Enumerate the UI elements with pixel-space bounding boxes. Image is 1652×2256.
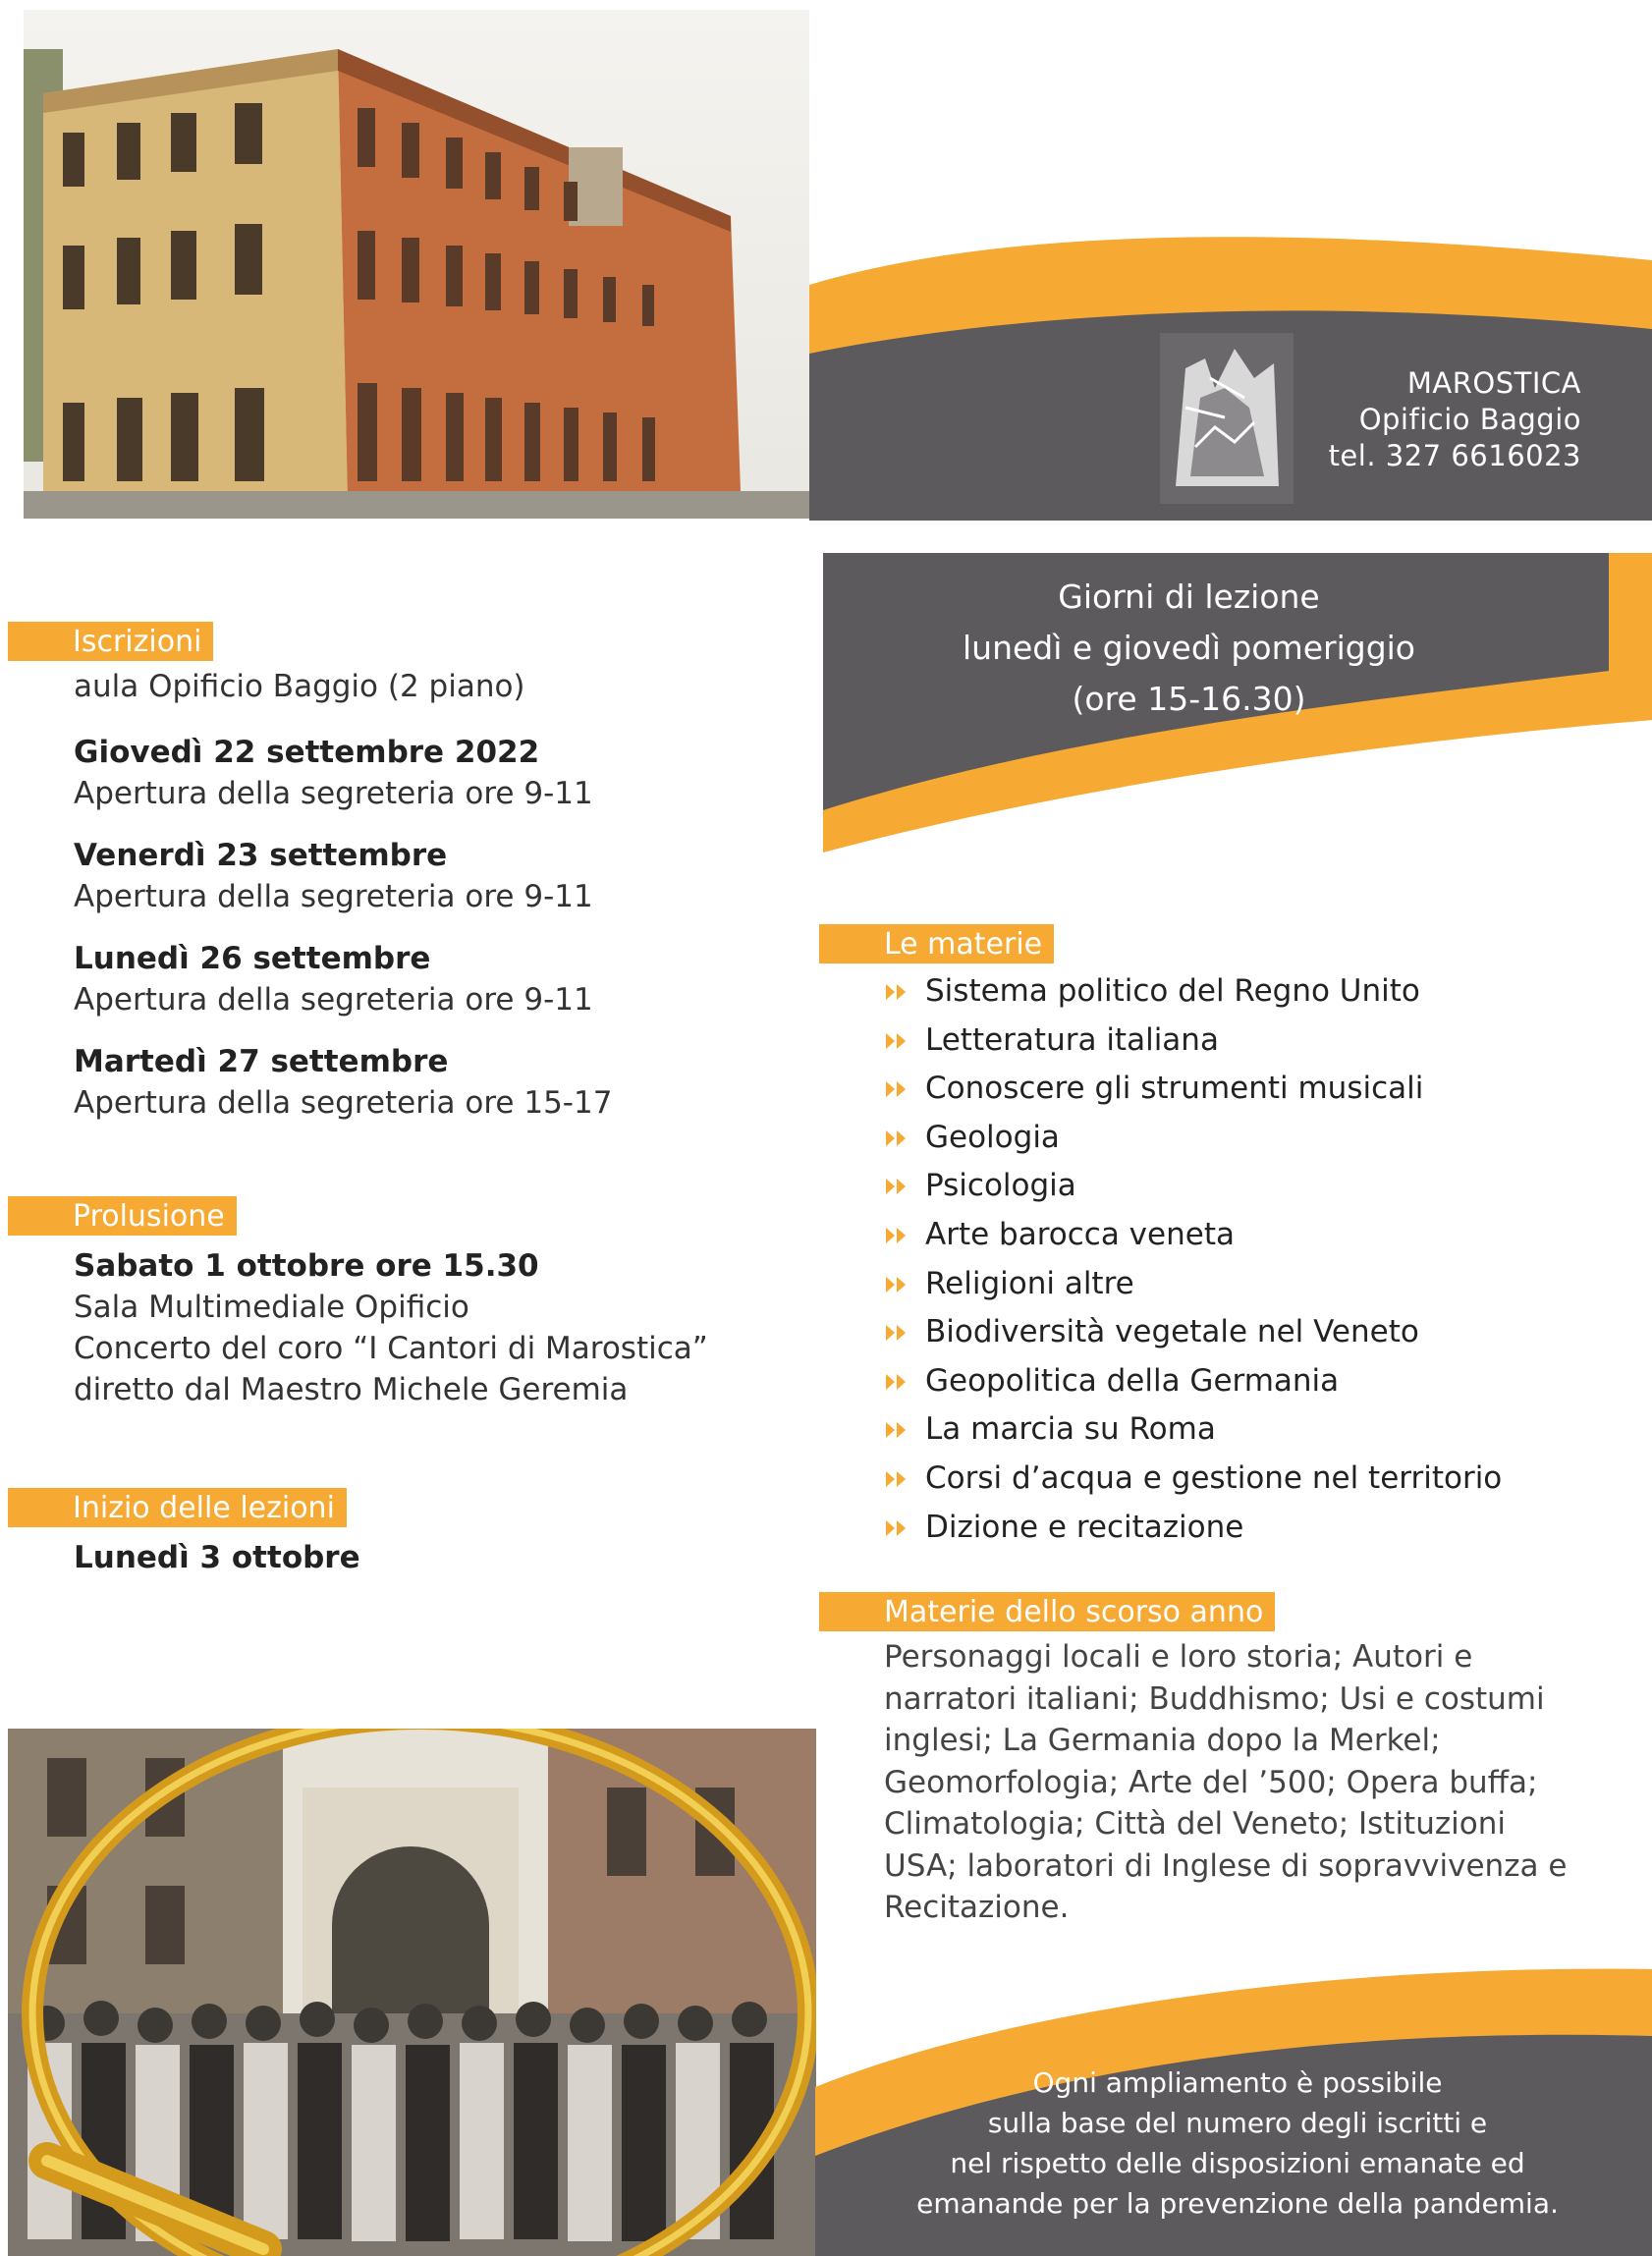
subject-label: Geologia [925,1119,1060,1155]
scorso-anno-line: inglesi; La Germania dopo la Merkel; [884,1723,1441,1758]
date-info: Apertura della segreteria ore 9-11 [74,982,593,1018]
date-info: Apertura della segreteria ore 9-11 [74,879,593,914]
iscrizioni-date-2 [74,835,593,917]
footer-line: Ogni ampliamento è possibile [1032,2066,1443,2099]
scorso-anno-line: Geomorfologia; Arte del ’500; Opera buffa; [884,1764,1538,1800]
lessons-days-when: lunedì e giovedì pomeriggio [962,629,1416,667]
prolusione-line-3: diretto dal Maestro Michele Geremia [74,1372,629,1407]
iscrizioni-title: Iscrizioni [73,625,202,659]
iscrizioni-header [8,622,213,661]
subject-label: Religioni altre [925,1265,1134,1301]
subject-item [886,1065,1593,1114]
inizio-date: Lunedì 3 ottobre [74,1540,360,1575]
subject-item [886,1504,1593,1553]
group-photo [8,1729,816,2256]
prolusione-details [74,1245,708,1410]
scorso-anno-line: Climatologia; Città del Veneto; Istituzioni [884,1806,1506,1842]
subject-item [886,967,1593,1017]
venue-name: Opificio Baggio [1358,403,1581,436]
double-chevron-icon [886,1422,909,1438]
inizio-header [8,1488,347,1527]
subject-item [886,1357,1593,1406]
subject-label: Dizione e recitazione [925,1509,1244,1545]
double-chevron-icon [886,1277,909,1293]
subject-label: Corsi d’acqua e gestione nel territorio [925,1459,1503,1496]
double-chevron-icon [886,1520,909,1536]
lessons-days-title: Giorni di lezione [1058,578,1320,616]
date-info: Apertura della segreteria ore 9-11 [74,776,593,811]
subject-item [886,1260,1593,1309]
subject-label: Psicologia [925,1168,1076,1204]
phone-number[interactable]: tel. 327 6616023 [1328,439,1581,472]
building-photo [24,10,809,519]
subject-label: La marcia su Roma [925,1411,1216,1448]
scorso-anno-line: narratori italiani; Buddhismo; Usi e costumi [884,1680,1545,1717]
scorso-anno-text [884,1636,1581,1929]
date-day: Venerdì 23 settembre [74,838,448,873]
prolusione-line-1: Sala Multimediale Opificio [74,1290,469,1325]
date-info: Apertura della segreteria ore 15-17 [74,1085,613,1121]
iscrizioni-date-1 [74,732,593,814]
subject-label: Arte barocca veneta [925,1216,1235,1252]
lessons-days-hours: (ore 15-16.30) [1072,680,1306,718]
subject-item [886,1455,1593,1504]
double-chevron-icon [886,1471,909,1487]
iscrizioni-date-3 [74,938,593,1020]
prolusione-date: Sabato 1 ottobre ore 15.30 [74,1248,539,1284]
scorso-anno-title: Materie dello scorso anno [884,1595,1264,1629]
double-chevron-icon [886,1374,909,1390]
scorso-anno-line: USA; laboratori di Inglese di sopravvivenza e [884,1847,1568,1884]
subject-item [886,1211,1593,1260]
prolusione-line-2: Concerto del coro “I Cantori di Marostica” [74,1331,708,1366]
subjects-list [886,967,1593,1552]
double-chevron-icon [886,984,909,1000]
materie-header [819,924,1054,963]
double-chevron-icon [886,1081,909,1097]
subject-item [886,1405,1593,1455]
iscrizioni-place: aula Opificio Baggio (2 piano) [74,669,525,704]
scorso-anno-line: Personaggi locali e loro storia; Autori e [884,1639,1473,1675]
double-chevron-icon [886,1325,909,1341]
scorso-anno-header [819,1592,1275,1631]
date-day: Lunedì 26 settembre [74,941,431,976]
inizio-title: Inizio delle lezioni [73,1491,335,1525]
subject-label: Biodiversità vegetale nel Veneto [925,1314,1419,1350]
footer-line: nel rispetto delle disposizioni emanate ed [950,2147,1525,2179]
subject-label: Sistema politico del Regno Unito [925,973,1420,1009]
subject-item [886,1017,1593,1066]
header-contact [1179,365,1581,474]
date-day: Giovedì 22 settembre 2022 [74,735,540,770]
lessons-days [823,572,1555,725]
footer-line: sulla base del numero degli iscritti e [987,2107,1488,2139]
subject-item [886,1308,1593,1357]
subject-label: Conoscere gli strumenti musicali [925,1071,1424,1107]
footer-note [874,2063,1601,2224]
double-chevron-icon [886,1228,909,1243]
footer-line: emanande per la prevenzione della pandemia. [916,2187,1559,2220]
prolusione-title: Prolusione [73,1199,225,1234]
subject-item [886,1162,1593,1211]
double-chevron-icon [886,1033,909,1049]
subject-label: Letteratura italiana [925,1021,1219,1058]
materie-title: Le materie [884,927,1043,962]
iscrizioni-date-4 [74,1041,612,1124]
prolusione-header [8,1196,237,1236]
subject-item [886,1114,1593,1163]
city-name: MAROSTICA [1406,366,1581,400]
double-chevron-icon [886,1130,909,1146]
double-chevron-icon [886,1179,909,1194]
subject-label: Geopolitica della Germania [925,1362,1340,1399]
date-day: Martedì 27 settembre [74,1044,449,1079]
scorso-anno-line: Recitazione. [884,1890,1070,1925]
